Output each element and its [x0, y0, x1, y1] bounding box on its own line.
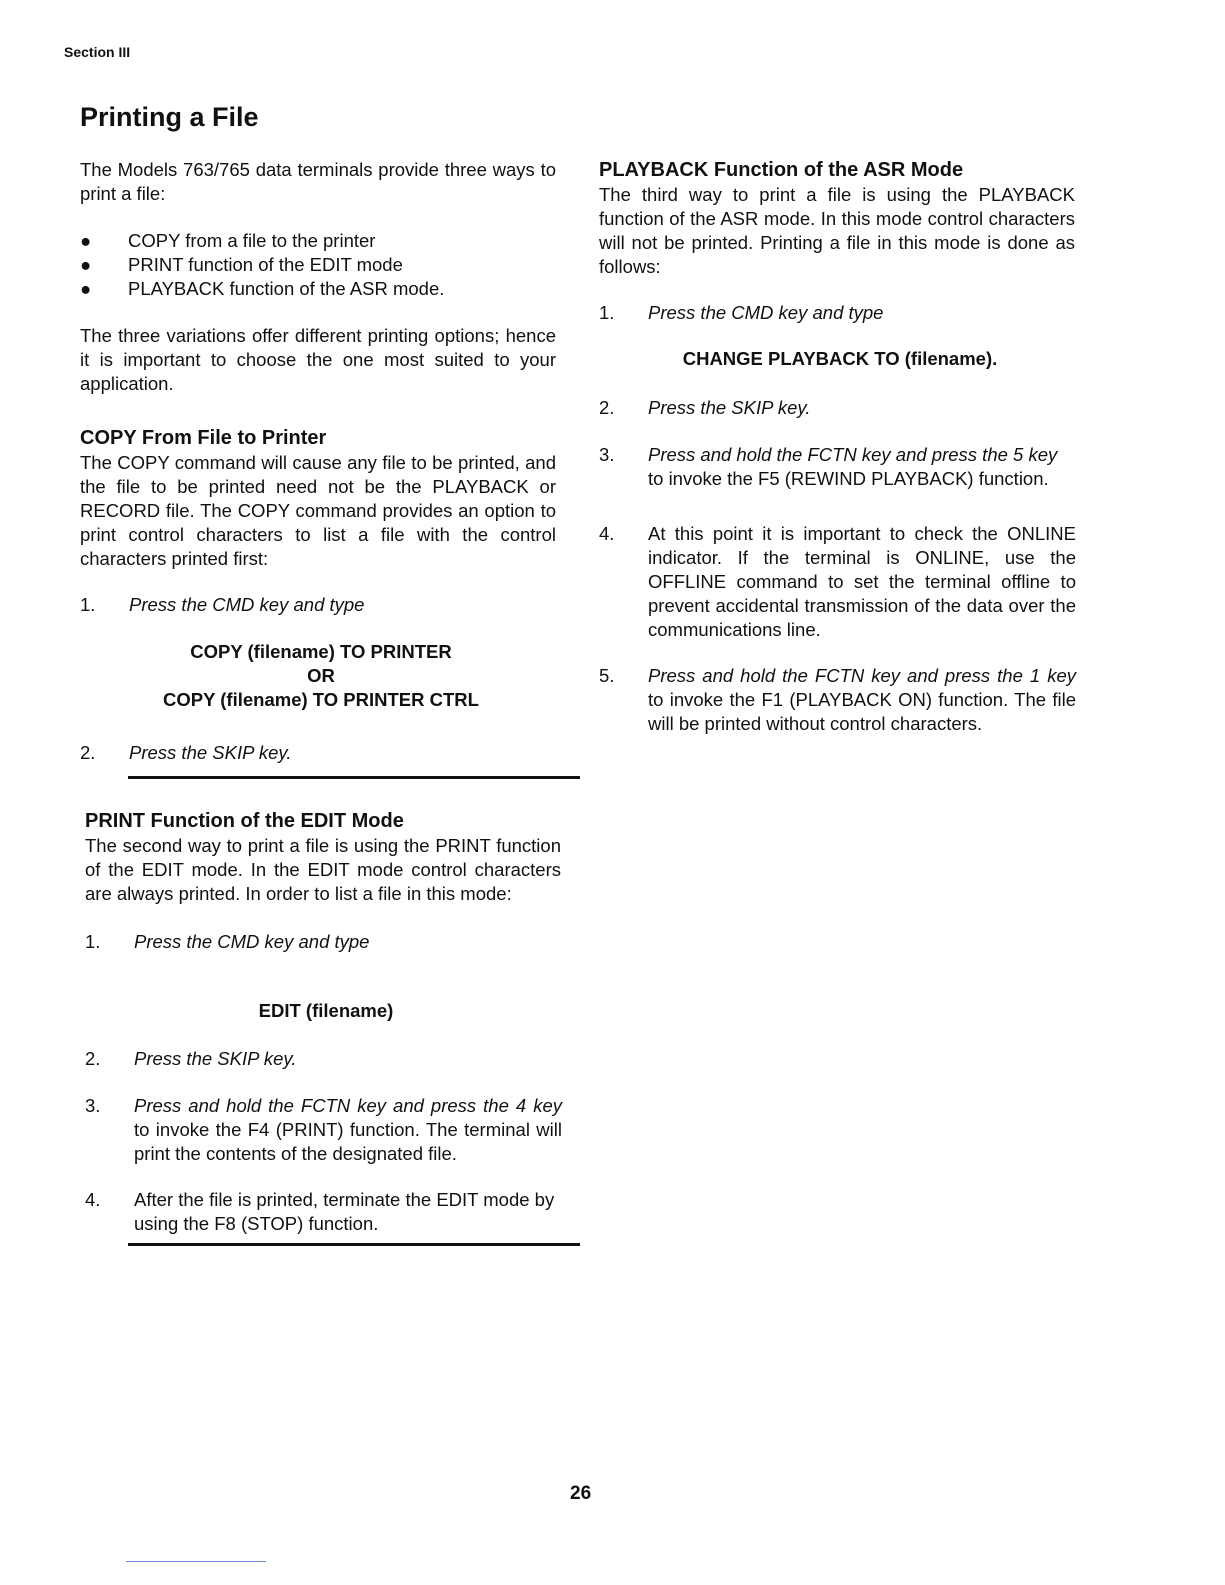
- step-text: At this point it is important to check the ONLINE indicator. If the terminal is ONLINE, use the OFFLINE command to set the terminal offline to prevent accidental transmission of the data over the communications line.: [648, 523, 1076, 640]
- step-body: [134, 1094, 562, 1166]
- step-text: to invoke the F5 (REWIND PLAYBACK) function.: [648, 468, 1049, 489]
- step-number: 5.: [599, 665, 615, 686]
- step-number: 4.: [599, 523, 615, 544]
- step-number: 2.: [85, 1048, 101, 1069]
- step-text: to invoke the F1 (PLAYBACK ON) function. The file will be printed without control characters.: [648, 689, 1076, 734]
- step-text: Press the SKIP key.: [134, 1048, 297, 1069]
- step-body: [648, 443, 1076, 491]
- print-paragraph: The second way to print a file is using the PRINT function of the EDIT mode. In the EDIT mode control characters are always printed. In order to list a file in this mode:: [85, 835, 561, 904]
- step-text-italic: Press and hold the FCTN key and press the 4 key: [134, 1095, 562, 1116]
- step-text: Press the SKIP key.: [648, 397, 811, 418]
- intro-paragraph: The Models 763/765 data terminals provide three ways to print a file:: [80, 159, 556, 204]
- bullet-text: COPY from a file to the printer: [128, 230, 376, 251]
- bullet-icon: ●: [80, 278, 92, 299]
- step-text-italic: Press and hold the FCTN key and press the 5 key: [648, 444, 1058, 465]
- intro-closing: The three variations offer different printing options; hence it is important to choose the one most suited to your application.: [80, 325, 556, 394]
- scan-artifact-line: [126, 1561, 266, 1562]
- copy-command-ctrl: COPY (filename) TO PRINTER CTRL: [163, 689, 479, 710]
- step-number: 3.: [85, 1095, 101, 1116]
- step-text: Press the SKIP key.: [129, 742, 292, 763]
- step-text: Press the CMD key and type: [134, 931, 370, 952]
- playback-heading: PLAYBACK Function of the ASR Mode: [599, 159, 964, 181]
- step-text: Press the CMD key and type: [648, 302, 884, 323]
- step-number: 4.: [85, 1189, 101, 1210]
- section-divider: [128, 776, 580, 779]
- step-number: 2.: [80, 742, 96, 763]
- copy-paragraph: The COPY command will cause any file to be printed, and the file to be printed need not be the PLAYBACK or RECORD file. The COPY command provides an option to print control characters to list a file with the control characters printed first:: [80, 452, 556, 569]
- bullet-text: PLAYBACK function of the ASR mode.: [128, 278, 445, 299]
- step-number: 1.: [85, 931, 101, 952]
- edit-command: EDIT (filename): [258, 1000, 394, 1021]
- page-title: Printing a File: [80, 102, 259, 132]
- bullet-icon: ●: [80, 230, 92, 251]
- bullet-icon: ●: [80, 254, 92, 275]
- copy-command-or: OR: [307, 665, 335, 686]
- section-divider: [128, 1243, 580, 1246]
- step-text: Press the CMD key and type: [129, 594, 365, 615]
- step-body: [648, 664, 1076, 736]
- print-heading: PRINT Function of the EDIT Mode: [85, 810, 404, 832]
- step-number: 2.: [599, 397, 615, 418]
- step-text-italic: Press and hold the FCTN key and press the 1 key: [648, 665, 1076, 686]
- step-number: 1.: [599, 302, 615, 323]
- step-number: 3.: [599, 444, 615, 465]
- copy-heading: COPY From File to Printer: [80, 427, 327, 449]
- step-text: to invoke the F4 (PRINT) function. The terminal will print the contents of the designated file.: [134, 1119, 562, 1164]
- playback-paragraph: The third way to print a file is using the PLAYBACK function of the ASR mode. In this mode control characters will not be printed. Printing a file in this mode is done as follows:: [599, 184, 1075, 277]
- step-number: 1.: [80, 594, 96, 615]
- page-number: 26: [570, 1483, 592, 1504]
- section-label: Section III: [64, 44, 131, 60]
- playback-command: CHANGE PLAYBACK TO (filename).: [682, 348, 998, 369]
- step-text: After the file is printed, terminate the EDIT mode by using the F8 (STOP) function.: [134, 1189, 555, 1234]
- bullet-text: PRINT function of the EDIT mode: [128, 254, 403, 275]
- copy-command: COPY (filename) TO PRINTER: [190, 641, 452, 662]
